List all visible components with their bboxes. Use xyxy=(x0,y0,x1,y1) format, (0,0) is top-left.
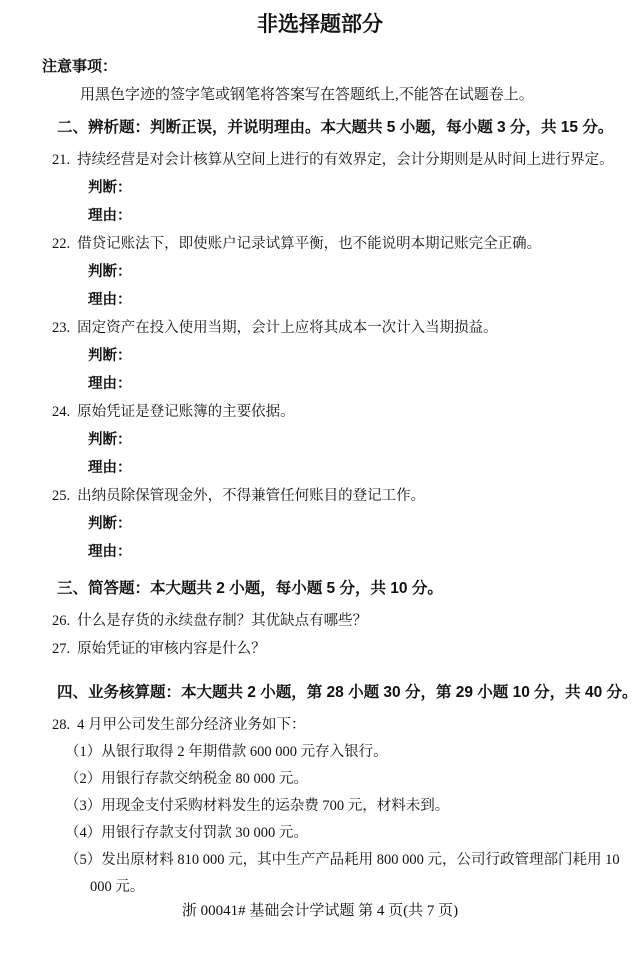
question-number: 22. xyxy=(52,236,71,252)
page-footer: 浙 00041# 基础会计学试题 第 4 页(共 7 页) xyxy=(181,903,459,919)
notice-text: 用黑色字迹的签字笔或钢笔将答案写在答题纸上,不能答在试题卷上。 xyxy=(80,87,534,103)
item-text: 从银行取得 2 年期借款 600 000 元存入银行。 xyxy=(101,744,388,760)
question-line xyxy=(0,398,640,426)
question-text: 固定资产在投入使用当期，会计上应将其成本一次计入当期损益。 xyxy=(77,320,498,336)
item-text: 用银行存款交纳税金 80 000 元。 xyxy=(101,771,308,787)
question-text: 持续经营是对会计核算从空间上进行的有效界定，会计分期则是从时间上进行界定。 xyxy=(77,152,614,168)
sections-container xyxy=(0,118,640,901)
question-number: 26. xyxy=(52,613,71,629)
notice-label: 注意事项： xyxy=(42,58,118,75)
answer-label: 理由： xyxy=(88,292,132,308)
question-line xyxy=(0,314,640,342)
question-number: 28. xyxy=(52,717,71,733)
item-text: 用银行存款支付罚款 30 000 元。 xyxy=(101,825,308,841)
business-item xyxy=(65,847,626,901)
answer-label: 判断： xyxy=(88,516,132,532)
item-marker: （3） xyxy=(65,798,102,814)
page-title: 非选择题部分 xyxy=(257,13,383,36)
item-marker: （2） xyxy=(65,771,102,787)
item-marker: （1） xyxy=(65,744,102,760)
question-text: 4 月甲公司发生部分经济业务如下： xyxy=(77,717,306,733)
question-text: 原始凭证的审核内容是什么？ xyxy=(77,641,266,657)
section-1 xyxy=(0,118,640,566)
question-line xyxy=(0,711,640,739)
section-2 xyxy=(0,579,640,663)
question-number: 25. xyxy=(52,488,71,504)
answer-label: 判断： xyxy=(88,180,132,196)
section-heading: 三、简答题：本大题共 2 小题，每小题 5 分，共 10 分。 xyxy=(57,580,443,597)
business-item xyxy=(65,820,626,847)
question-text: 出纳员除保管现金外，不得兼管任何账目的登记工作。 xyxy=(77,488,426,504)
question-text: 原始凭证是登记账簿的主要依据。 xyxy=(77,404,295,420)
question-number: 23. xyxy=(52,320,71,336)
question-line xyxy=(0,482,640,510)
question-line xyxy=(0,146,640,174)
section-heading: 四、业务核算题：本大题共 2 小题，第 28 小题 30 分，第 29 小题 10 分，共 40 分。 xyxy=(57,684,638,701)
answer-label: 理由： xyxy=(88,460,132,476)
question-text: 借贷记账法下，即使账户记录试算平衡，也不能说明本期记账完全正确。 xyxy=(77,236,542,252)
item-marker: （4） xyxy=(65,825,102,841)
answer-label: 判断： xyxy=(88,432,132,448)
business-item xyxy=(65,739,626,766)
answer-label: 理由： xyxy=(88,208,132,224)
question-number: 21. xyxy=(52,152,71,168)
business-item xyxy=(65,793,626,820)
section-heading: 二、辨析题：判断正误，并说明理由。本大题共 5 小题，每小题 3 分，共 15 分。 xyxy=(57,119,614,136)
business-item xyxy=(65,766,626,793)
item-text: 发出原材料 810 000 元，其中生产产品耗用 800 000 元，公司行政管理部门耗用 10 000 元。 xyxy=(90,852,620,895)
item-marker: （5） xyxy=(65,852,102,868)
question-text: 什么是存货的永续盘存制？其优缺点有哪些？ xyxy=(77,613,368,629)
question-number: 24. xyxy=(52,404,71,420)
question-line xyxy=(0,607,640,635)
question-number: 27. xyxy=(52,641,71,657)
answer-label: 理由： xyxy=(88,376,132,392)
item-text: 用现金支付采购材料发生的运杂费 700 元，材料未到。 xyxy=(101,798,450,814)
answer-label: 理由： xyxy=(88,544,132,560)
question-line xyxy=(0,635,640,663)
section-3 xyxy=(0,683,640,901)
question-line xyxy=(0,230,640,258)
answer-label: 判断： xyxy=(88,264,132,280)
answer-label: 判断： xyxy=(88,348,132,364)
